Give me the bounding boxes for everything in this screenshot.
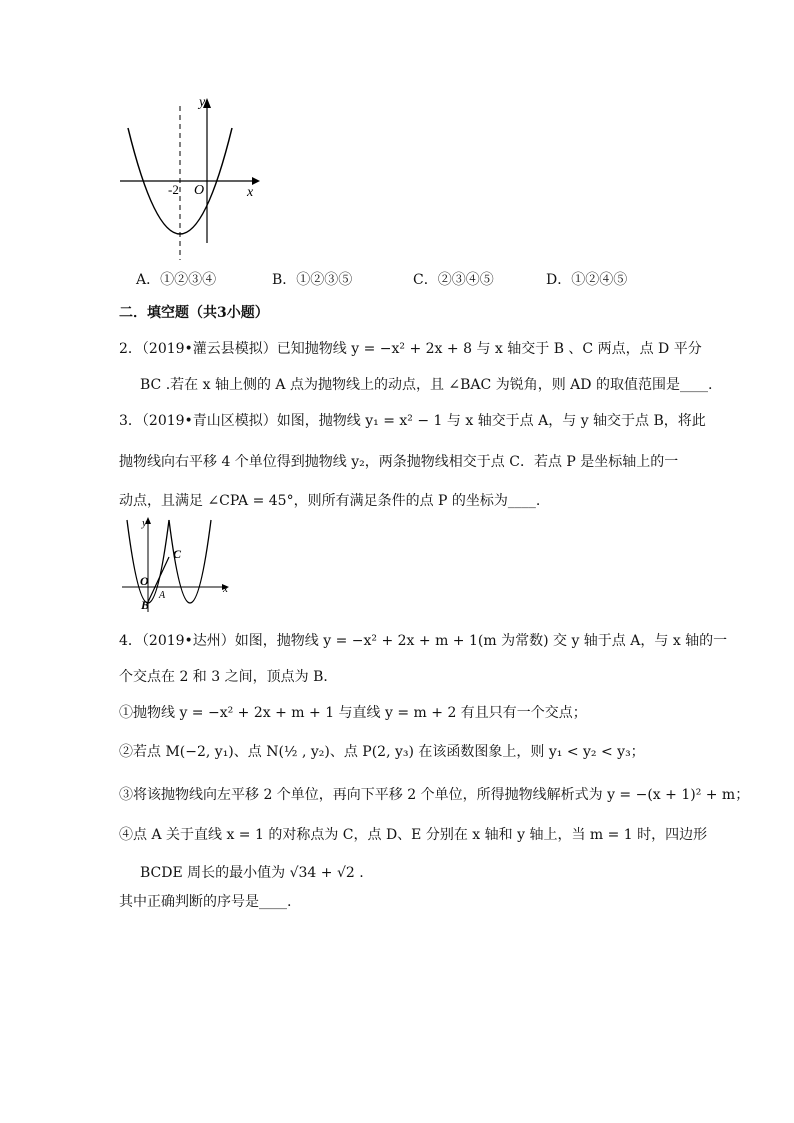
q4-item4: ④点 A 关于直线 x = 1 的对称点为 C，点 D、E 分别在 x 轴和 y 轴上，当 m = 1 时，四边形 xyxy=(119,827,708,843)
figure-3-two-parabolas xyxy=(117,512,237,614)
x-label: x xyxy=(223,583,228,595)
figure-1-parabola xyxy=(110,88,270,268)
q3-line2: 抛物线向右平移 4 个单位得到抛物线 y₂，两条抛物线相交于点 C．若点 P 是坐标轴上的一 xyxy=(119,454,679,470)
q4-item2: ②若点 M(−2, y₁)、点 N(½ , y₂)、点 P(2, y₃) 在该函数图象上，则 y₁ < y₂ < y₃； xyxy=(119,744,645,760)
x-label: x xyxy=(247,185,254,200)
q3-line3: 动点，且满足 ∠CPA = 45°，则所有满足条件的点 P 的坐标为____. xyxy=(119,493,541,509)
option-c: C．②③④⑤ xyxy=(413,272,494,288)
origin-label: O xyxy=(140,574,149,588)
q4-line2: 个交点在 2 和 3 之间，顶点为 B． xyxy=(119,669,338,685)
y-label: y xyxy=(199,95,206,110)
q4-item3: ③将该抛物线向左平移 2 个单位，再向下平移 2 个单位，所得抛物线解析式为 y = −(x + 1)² + m； xyxy=(119,787,750,803)
point-b-label: B xyxy=(141,598,150,612)
point-a-label: A xyxy=(159,590,166,601)
q4-item1: ①抛物线 y = −x² + 2x + m + 1 与直线 y = m + 2 有且只有一个交点； xyxy=(119,705,587,721)
point-c-label: C xyxy=(173,547,182,561)
origin-label: O xyxy=(194,183,205,198)
q4-answer: 其中正确判断的序号是____. xyxy=(119,894,292,910)
q2-line2: BC .若在 x 轴上侧的 A 点为抛物线上的动点，且 ∠BAC 为锐角，则 AD 的取值范围是____. xyxy=(140,377,713,393)
option-b: B．①②③⑤ xyxy=(272,272,353,288)
x-axis-arrow xyxy=(252,177,260,185)
parabola-y2 xyxy=(169,520,211,603)
q3-line1: 3．（2019•青山区模拟）如图，抛物线 y₁ = x² − 1 与 x 轴交于点 A，与 y 轴交于点 B，将此 xyxy=(119,413,706,429)
y-label: y xyxy=(142,517,147,529)
section-heading: 二．填空题（共3小题） xyxy=(119,305,269,321)
option-d: D．①②④⑤ xyxy=(546,272,628,288)
q4-line1: 4．（2019•达州）如图，抛物线 y = −x² + 2x + m + 1(m 为常数) 交 y 轴于点 A，与 x 轴的一 xyxy=(119,633,728,649)
tick-label: -2 xyxy=(168,182,179,197)
q2-line1: 2．（2019•灌云县模拟）已知抛物线 y = −x² + 2x + 8 与 x 轴交于 B 、C 两点，点 D 平分 xyxy=(119,341,702,357)
option-a: A．①②③④ xyxy=(136,272,217,288)
q4-item4b: BCDE 周长的最小值为 √34 + √2 . xyxy=(140,865,364,881)
